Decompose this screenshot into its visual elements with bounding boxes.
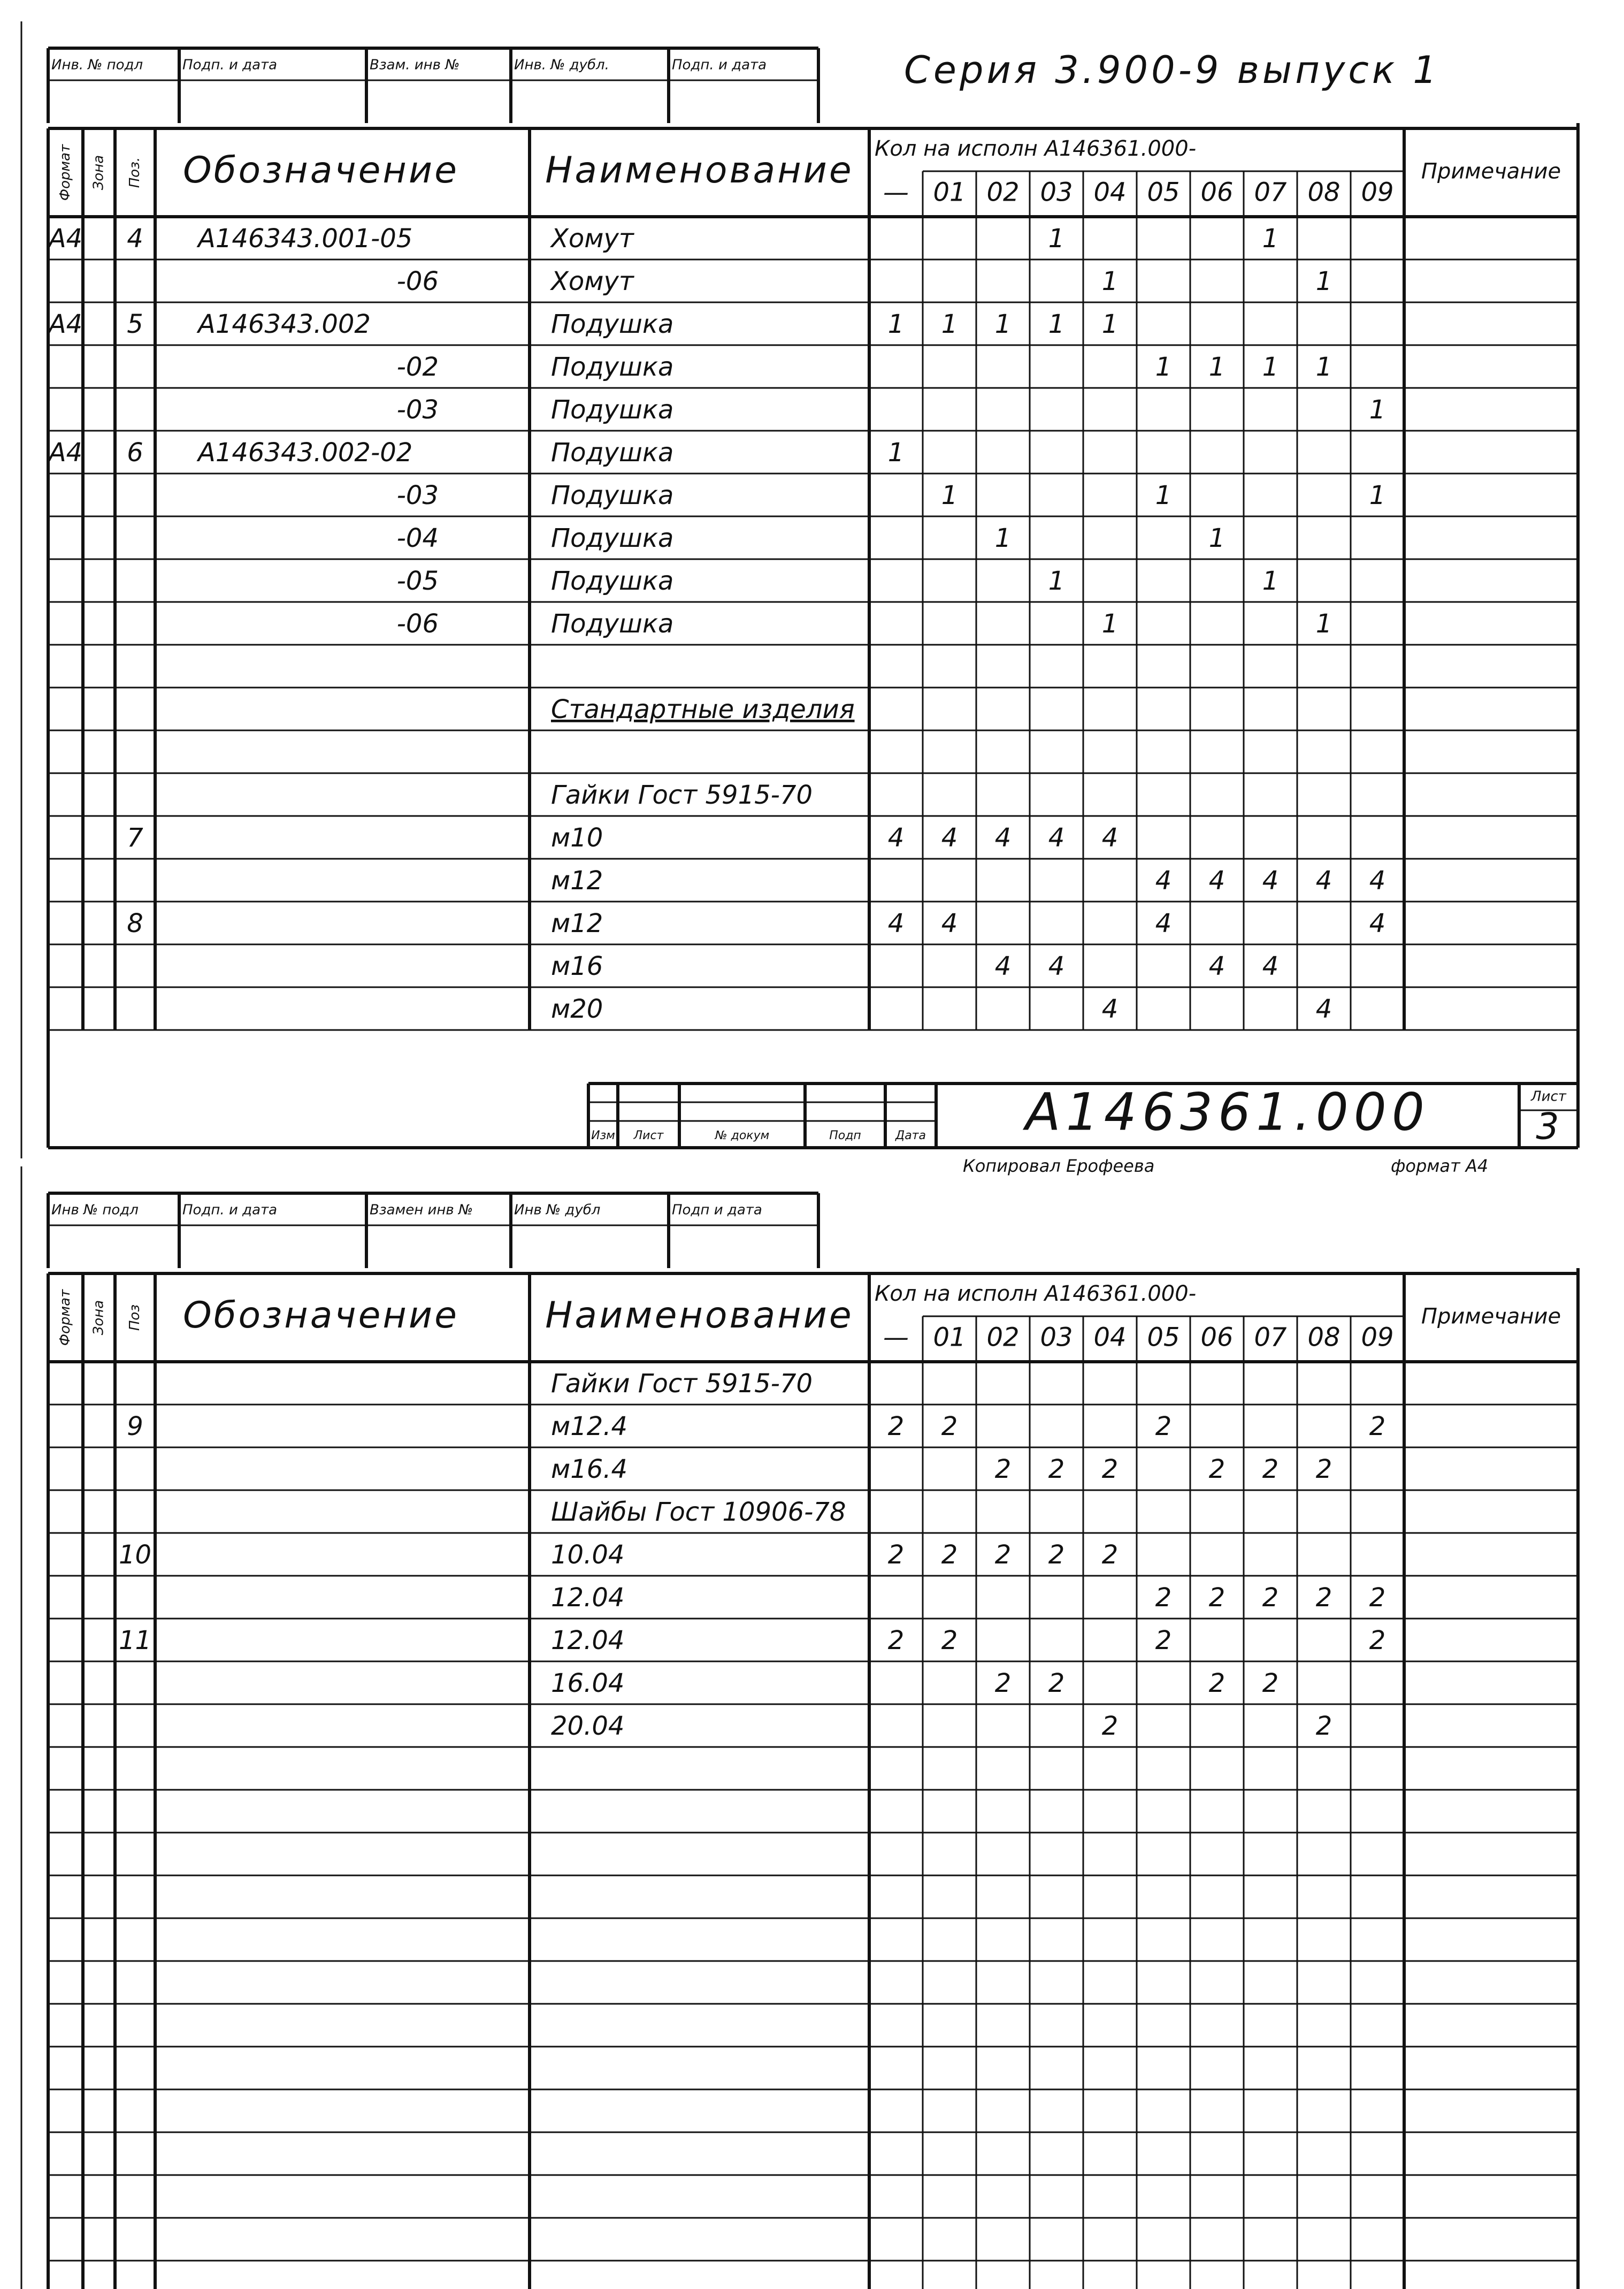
- variant-header: 04: [1093, 1322, 1127, 1353]
- quantity-cell: 2: [1048, 1454, 1065, 1484]
- note-header: Примечание: [1421, 159, 1561, 184]
- name-cell: 16.04: [551, 1668, 625, 1698]
- position-cell: 4: [127, 224, 143, 254]
- quantity-cell: 2: [1155, 1626, 1172, 1655]
- format-header: Формат: [57, 144, 73, 201]
- quantity-cell: 2: [1208, 1583, 1225, 1613]
- position-cell: 7: [127, 823, 143, 853]
- quantity-cell: 2: [1369, 1411, 1386, 1441]
- quantity-cell: 1: [1155, 352, 1172, 382]
- quantity-cell: 4: [1101, 994, 1119, 1024]
- zone-header: Зона: [90, 155, 107, 190]
- quantity-cell: 1: [941, 480, 958, 510]
- stamp-label: Взам. инв №: [370, 57, 460, 73]
- quantity-cell: 1: [1048, 566, 1065, 596]
- quantity-cell: 4: [994, 823, 1012, 853]
- stamp-label: Взамен инв №: [370, 1202, 473, 1218]
- designation-cell: -06: [396, 609, 439, 639]
- variant-header: 02: [986, 177, 1020, 208]
- name-cell: Стандартные изделия: [551, 695, 855, 724]
- quantity-cell: 1: [887, 309, 905, 339]
- variant-header: 05: [1147, 1322, 1180, 1353]
- quantity-cell: 1: [1369, 395, 1386, 425]
- quantity-cell: 4: [1315, 994, 1332, 1024]
- quantity-cell: 4: [1262, 866, 1279, 896]
- quantity-cell: 2: [1101, 1711, 1119, 1741]
- name-cell: м12: [551, 909, 603, 939]
- sheet-label: Лист: [1531, 1088, 1566, 1105]
- quantity-cell: 1: [1262, 566, 1279, 596]
- quantity-cell: 4: [1262, 951, 1279, 981]
- name-cell: Подушка: [551, 609, 674, 639]
- name-cell: Подушка: [551, 309, 674, 339]
- quantity-cell: 4: [887, 823, 905, 853]
- quantity-cell: 4: [1369, 866, 1386, 896]
- quantity-cell: 2: [994, 1540, 1012, 1570]
- sheet-2: [21, 1166, 1608, 2289]
- quantity-cell: 1: [1155, 480, 1172, 510]
- variant-header: 05: [1147, 177, 1180, 208]
- designation-header: Обозначение: [183, 149, 459, 192]
- variant-header: 02: [986, 1322, 1020, 1353]
- designation-cell: А146343.002-02: [198, 438, 413, 468]
- title-block-label: Подп: [829, 1129, 861, 1142]
- quantity-cell: 4: [1101, 823, 1119, 853]
- quantity-cell: 2: [1315, 1711, 1332, 1741]
- zone-header: Зона: [90, 1300, 107, 1336]
- name-cell: м16.4: [551, 1454, 628, 1484]
- quantity-cell: 2: [1262, 1454, 1279, 1484]
- name-cell: Подушка: [551, 523, 674, 553]
- quantity-cell: 2: [887, 1411, 905, 1441]
- name-header: Наименование: [545, 149, 854, 192]
- quantity-cell: 2: [1208, 1454, 1225, 1484]
- pos-header: Поз.: [127, 157, 143, 188]
- designation-cell: -02: [396, 352, 439, 382]
- title-block-label: № докум: [715, 1129, 770, 1142]
- variant-header: 07: [1254, 177, 1287, 208]
- name-cell: Подушка: [551, 395, 674, 425]
- designation-cell: А146343.002: [198, 309, 371, 339]
- stamp-label: Инв № подл: [51, 1202, 139, 1218]
- quantity-cell: 1: [994, 309, 1012, 339]
- variant-header: 08: [1307, 1322, 1340, 1353]
- sheet-number: 3: [1536, 1105, 1561, 1148]
- designation-cell: -06: [396, 266, 439, 296]
- name-cell: Подушка: [551, 480, 674, 510]
- format-cell: А4: [48, 309, 83, 339]
- quantity-cell: 1: [1315, 266, 1332, 296]
- variant-header: 06: [1200, 1322, 1234, 1353]
- format-cell: А4: [48, 224, 83, 254]
- quantity-cell: 1: [941, 309, 958, 339]
- name-cell: 20.04: [551, 1711, 625, 1741]
- name-cell: Гайки Гост 5915-70: [551, 1369, 813, 1399]
- quantity-cell: 2: [1369, 1626, 1386, 1655]
- quantity-cell: 4: [1369, 909, 1386, 939]
- variant-header: 08: [1307, 177, 1340, 208]
- name-cell: Подушка: [551, 352, 674, 382]
- pos-header: Поз: [127, 1304, 143, 1331]
- stamp-label: Подп и дата: [672, 1202, 762, 1218]
- series-header: Серия 3.900-9 выпуск 1: [904, 48, 1440, 92]
- position-cell: 11: [118, 1626, 152, 1655]
- quantity-cell: 1: [1048, 224, 1065, 254]
- format-header: Формат: [57, 1289, 73, 1346]
- quantity-cell: 2: [994, 1668, 1012, 1698]
- quantity-cell: 1: [1208, 352, 1225, 382]
- variant-header: —: [883, 177, 909, 208]
- document-number: А146361.000: [1025, 1082, 1430, 1142]
- position-cell: 5: [127, 309, 143, 339]
- variant-header: 09: [1361, 177, 1394, 208]
- quantity-cell: 2: [1262, 1583, 1279, 1613]
- name-cell: Хомут: [551, 224, 634, 254]
- name-cell: м20: [551, 994, 603, 1024]
- variant-header: —: [883, 1322, 909, 1353]
- variant-header: 06: [1200, 177, 1234, 208]
- stamp-label: Инв. № подл: [51, 57, 143, 73]
- quantity-cell: 1: [1315, 352, 1332, 382]
- designation-cell: -05: [396, 566, 439, 596]
- designation-cell: -03: [396, 395, 439, 425]
- quantity-cell: 2: [941, 1411, 958, 1441]
- position-cell: 9: [127, 1411, 143, 1441]
- name-cell: Хомут: [551, 266, 634, 296]
- quantity-cell: 4: [1155, 866, 1172, 896]
- variant-header: 07: [1254, 1322, 1287, 1353]
- quantity-cell: 2: [1155, 1411, 1172, 1441]
- designation-cell: -03: [396, 480, 439, 510]
- quantity-cell: 1: [1101, 609, 1119, 639]
- designation-cell: А146343.001-05: [198, 224, 413, 254]
- name-cell: Подушка: [551, 566, 674, 596]
- quantity-cell: 1: [1101, 309, 1119, 339]
- quantity-cell: 4: [994, 951, 1012, 981]
- quantity-cell: 2: [1369, 1583, 1386, 1613]
- name-cell: Гайки Гост 5915-70: [551, 780, 813, 810]
- stamp-label: Подп. и дата: [182, 57, 278, 73]
- quantity-cell: 2: [941, 1626, 958, 1655]
- name-header: Наименование: [545, 1294, 854, 1337]
- quantity-cell: 2: [994, 1454, 1012, 1484]
- stamp-label: Инв. № дубл.: [514, 57, 609, 73]
- quantity-cell: 4: [1048, 823, 1065, 853]
- name-cell: м12.4: [551, 1411, 628, 1441]
- qty-header: Кол на исполн А146361.000-: [875, 1281, 1197, 1306]
- position-cell: 6: [127, 438, 143, 468]
- designation-header: Обозначение: [183, 1294, 459, 1337]
- quantity-cell: 2: [1208, 1668, 1225, 1698]
- variant-header: 03: [1040, 1322, 1073, 1353]
- stamp-label: Подп. и дата: [182, 1202, 278, 1218]
- quantity-cell: 1: [1101, 266, 1119, 296]
- qty-header: Кол на исполн А146361.000-: [875, 136, 1197, 161]
- quantity-cell: 1: [1369, 480, 1386, 510]
- quantity-cell: 4: [1208, 866, 1225, 896]
- name-cell: м10: [551, 823, 603, 853]
- name-cell: м16: [551, 951, 603, 981]
- quantity-cell: 4: [1048, 951, 1065, 981]
- quantity-cell: 1: [1048, 309, 1065, 339]
- quantity-cell: 2: [887, 1626, 905, 1655]
- quantity-cell: 4: [941, 823, 958, 853]
- quantity-cell: 2: [887, 1540, 905, 1570]
- quantity-cell: 4: [1208, 951, 1225, 981]
- variant-header: 09: [1361, 1322, 1394, 1353]
- quantity-cell: 2: [1315, 1454, 1332, 1484]
- name-cell: 12.04: [551, 1626, 625, 1655]
- quantity-cell: 2: [1048, 1668, 1065, 1698]
- name-cell: 10.04: [551, 1540, 625, 1570]
- quantity-cell: 2: [1155, 1583, 1172, 1613]
- quantity-cell: 2: [1101, 1540, 1119, 1570]
- stamp-label: Подп. и дата: [672, 57, 767, 73]
- quantity-cell: 2: [1101, 1454, 1119, 1484]
- quantity-cell: 4: [941, 909, 958, 939]
- quantity-cell: 4: [1315, 866, 1332, 896]
- format-label: формат А4: [1391, 1156, 1489, 1176]
- name-cell: Шайбы Гост 10906-78: [551, 1497, 846, 1527]
- quantity-cell: 1: [1208, 523, 1225, 553]
- variant-header: 04: [1093, 177, 1127, 208]
- name-cell: Подушка: [551, 438, 674, 468]
- designation-cell: -04: [396, 523, 439, 553]
- format-cell: А4: [48, 438, 83, 468]
- stamp-label: Инв № дубл: [514, 1202, 601, 1218]
- variant-header: 01: [933, 1322, 966, 1353]
- position-cell: 8: [127, 909, 143, 939]
- variant-header: 01: [933, 177, 966, 208]
- quantity-cell: 1: [1262, 224, 1279, 254]
- position-cell: 10: [118, 1540, 152, 1570]
- name-cell: 12.04: [551, 1583, 625, 1613]
- quantity-cell: 2: [941, 1540, 958, 1570]
- title-block-label: Изм: [591, 1129, 615, 1142]
- quantity-cell: 1: [1262, 352, 1279, 382]
- quantity-cell: 4: [1155, 909, 1172, 939]
- title-block-label: Лист: [633, 1129, 664, 1142]
- variant-header: 03: [1040, 177, 1073, 208]
- note-header: Примечание: [1421, 1304, 1561, 1329]
- quantity-cell: 1: [887, 438, 905, 468]
- quantity-cell: 4: [887, 909, 905, 939]
- quantity-cell: 1: [994, 523, 1012, 553]
- copied-by: Копировал Ерофеева: [963, 1156, 1155, 1176]
- quantity-cell: 2: [1315, 1583, 1332, 1613]
- quantity-cell: 2: [1048, 1540, 1065, 1570]
- quantity-cell: 1: [1315, 609, 1332, 639]
- title-block-label: Дата: [895, 1129, 926, 1142]
- name-cell: м12: [551, 866, 603, 896]
- sheet-1: [21, 21, 1578, 1176]
- quantity-cell: 2: [1262, 1668, 1279, 1698]
